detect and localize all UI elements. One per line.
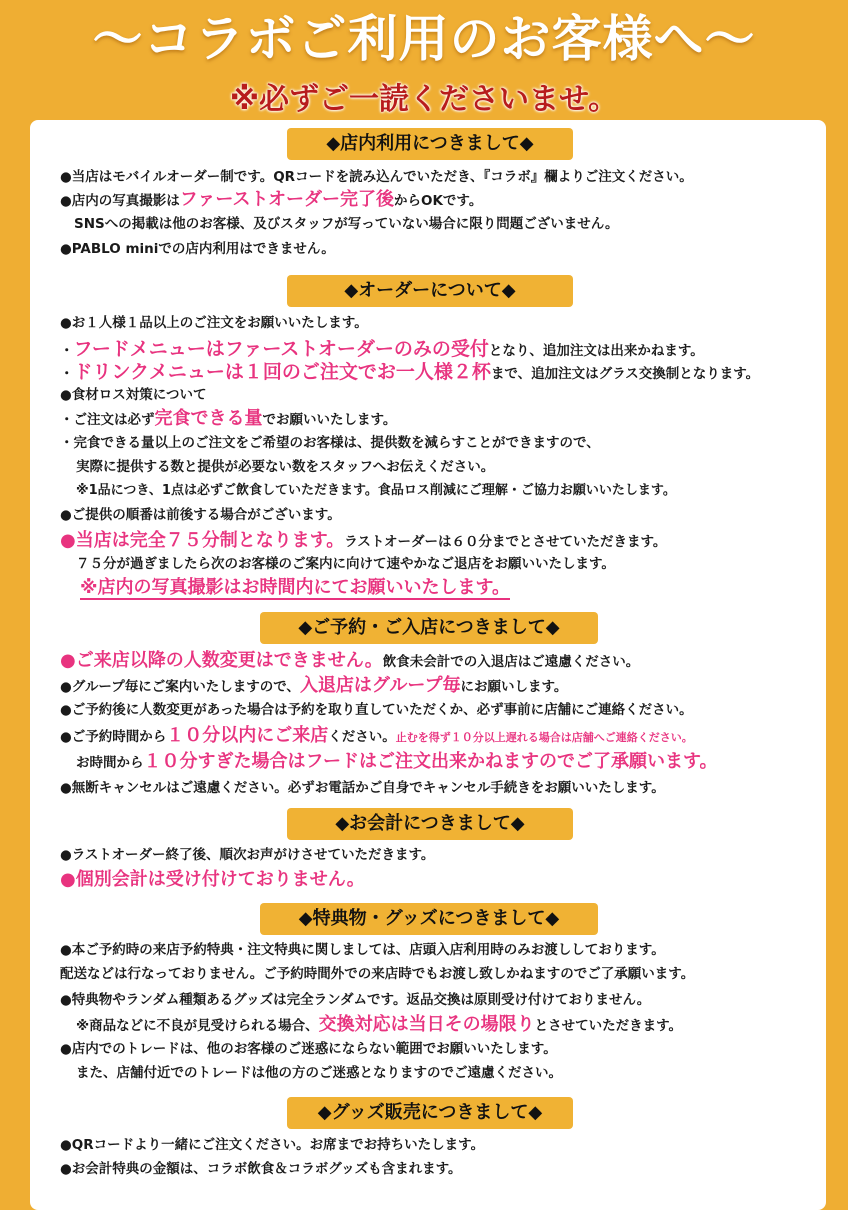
order-line-5: ・ご注文は必ず完食できる量でお願いいたします。 [60,408,397,429]
bonus-line-5: ●店内でのトレードは、他のお客様のご迷惑にならない範囲でお願いいたします。 [60,1041,557,1057]
store-line-3: SNSへの掲載は他のお客様、及びスタッフが写っていない場合に限り問題ございません。 [74,216,619,232]
store-line-2: ●店内の写真撮影はファーストオーダー完了後からOKです。 [60,189,483,210]
reservation-highlight-group: 入退店はグループ毎 [299,675,461,696]
store-line-4: ●PABLO miniでの店内利用はできません。 [60,241,335,257]
notice-subtitle: ※必ずご一読くださいませ。 [229,82,619,117]
order-line-7: 実際に提供する数と提供が必要ない数をスタッフへお伝えください。 [76,459,495,475]
bonus-line-1: ●本ご予約時の来店予約特典・注文特典に関しましては、店頭入店利用時のみお渡ししております。 [60,942,665,958]
bonus-line-3: ●特典物やランダム種類あるグッズは完全ランダムです。返品交換は原則受け付けておりません。 [60,992,651,1008]
order-line-4: ●食材ロス対策について [60,387,207,403]
reservation-line-2: ●グループ毎にご案内いたしますので、入退店はグループ毎にお願いします。 [60,675,568,696]
order-highlight-amount: 完食できる量 [154,408,263,429]
section-header-reservation: ◆ご予約・ご入店につきまして◆ [260,612,598,644]
section-header-payment: ◆お会計につきまして◆ [287,808,573,840]
goods-line-1: ●QRコードより一緒にご注文ください。お席までお持ちいたします。 [60,1137,485,1153]
order-line-1: ●お１人様１品以上のご注文をお願いいたします。 [60,315,368,331]
order-line-2: ・フードメニューはファーストオーダーのみの受付となり、追加注文は出来かねます。 [60,338,704,360]
reservation-line-4: ●ご予約時間から１０分以内にご来店ください。止むを得ず１０分以上遅れる場合は店舗へご連絡ください。 [60,725,693,746]
order-highlight-food: フードメニューはファーストオーダーのみの受付 [73,338,489,360]
reservation-highlight-food: １０分すぎた場合はフードはご注文出来かねますのでご了承願います。 [143,751,718,772]
bonus-highlight-exchange: 交換対応は当日その場限り [318,1014,535,1035]
reservation-line-6: ●無断キャンセルはご遠慮ください。必ずお電話かご自身でキャンセル手続きをお願いいたします。 [60,780,665,796]
reservation-late-note: 止むを得ず１０分以上遅れる場合は店舗へご連絡ください。 [395,731,693,744]
page-title: 〜コラボご利用のお客様へ〜 [92,10,756,68]
payment-highlight: ●個別会計は受け付けておりません。 [60,869,365,890]
reservation-highlight-10min: １０分以内にご来店 [166,725,329,746]
order-line-12 [80,578,510,599]
order-highlight-photo: ※店内の写真撮影はお時間内にてお願いいたします。 [80,577,511,598]
order-line-3: ・ドリンクメニューは１回のご注文でお一人様２杯まで、追加注文はグラス交換制となります。 [60,361,760,383]
bonus-line-2: 配送などは行なっておりません。ご予約時間外での来店時でもお渡し致しかねますのでご了承願います。 [60,966,695,982]
order-highlight-drink: ドリンクメニューは１回のご注文でお一人様２杯 [73,361,491,383]
order-line-8: ※1品につき、1点は必ずご飲食していただきます。食品ロス削減にご理解・ご協力お願いいたします。 [76,483,676,498]
reservation-line-3: ●ご予約後に人数変更があった場合は予約を取り直していただくか、必ず事前に店舗にご連絡ください。 [60,702,693,718]
store-highlight: ファーストオーダー完了後 [179,189,394,210]
bonus-line-6: また、店舗付近でのトレードは他の方のご迷惑となりますのでご遠慮ください。 [76,1065,562,1081]
reservation-line-1: ●ご来店以降の人数変更はできません。飲食未会計での入退店はご遠慮ください。 [60,650,640,671]
reservation-highlight-count: ●ご来店以降の人数変更はできません。 [60,650,383,671]
order-line-6: ・完食できる量以上のご注文をご希望のお客様は、提供数を減らすことができますので、 [60,435,600,451]
section-header-store: ◆店内利用につきまして◆ [287,128,573,160]
order-line-11: ７５分が過ぎましたら次のお客様のご案内に向けて速やかなご退店をお願いいたします。 [76,556,615,572]
section-header-bonus: ◆特典物・グッズにつきまして◆ [260,903,598,935]
goods-line-2: ●お会計特典の金額は、コラボ飲食＆コラボグッズも含まれます。 [60,1161,462,1177]
payment-line-2 [60,870,365,891]
bonus-line-4: ※商品などに不良が見受けられる場合、交換対応は当日その場限りとさせていただきます。 [76,1014,683,1035]
order-line-10: ●当店は完全７５分制となります。ラストオーダーは６０分までとさせていただきます。 [60,530,667,551]
payment-line-1: ●ラストオーダー終了後、順次お声がけさせていただきます。 [60,847,435,863]
order-line-9: ●ご提供の順番は前後する場合がございます。 [60,507,341,523]
reservation-line-5: お時間から１０分すぎた場合はフードはご注文出来かねますのでご了承願います。 [76,751,718,772]
order-highlight-time: ●当店は完全７５分制となります。 [60,530,345,551]
section-header-goods: ◆グッズ販売につきまして◆ [287,1097,573,1129]
section-header-order: ◆オーダーについて◆ [287,275,573,307]
store-line-1: ●当店はモバイルオーダー制です。QRコードを読み込んでいただき、『コラボ』欄よりご注文ください。 [60,169,693,185]
